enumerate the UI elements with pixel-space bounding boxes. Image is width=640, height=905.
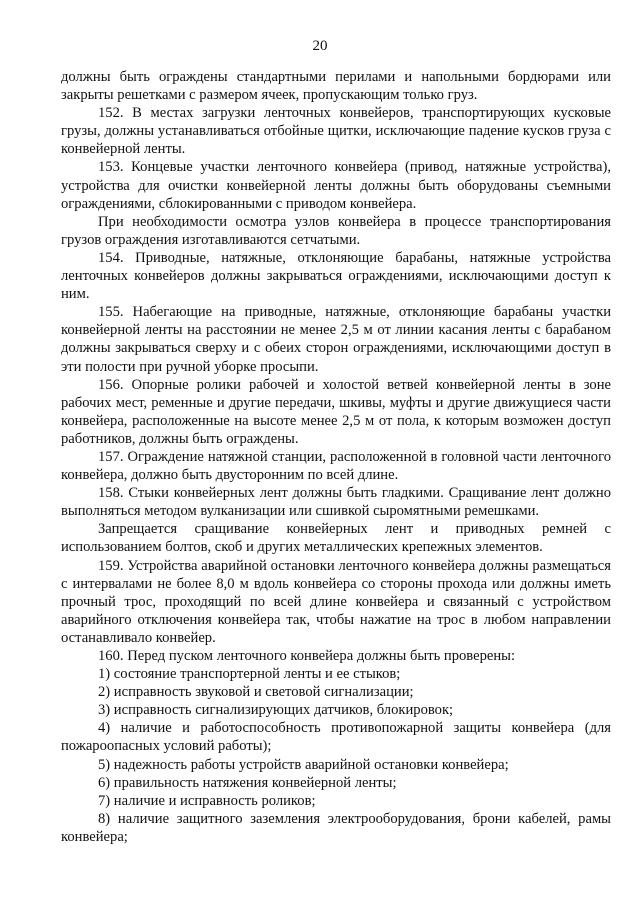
paragraph-continuation: должны быть ограждены стандартными перилами и напольными бордюрами или закрыты решетками с размером ячеек, пропускающим только груз. — [61, 69, 611, 104]
list-item-4: 4) наличие и работоспособность противопожарной защиты конвейера (для пожароопасных условий работы); — [61, 720, 611, 755]
paragraph-160: 160. Перед пуском ленточного конвейера должны быть проверены: — [98, 648, 516, 664]
document-body — [61, 68, 611, 846]
paragraph-158-prohibition: Запрещается сращивание конвейерных лент и приводных ремней с использованием болтов, скоб и других металлических крепежных элементов. — [61, 521, 611, 556]
list-item-5: 5) надежность работы устройств аварийной остановки конвейера; — [98, 756, 509, 773]
paragraph-152: 152. В местах загрузки ленточных конвейеров, транспортирующих кусковые грузы, должны устанавливаться отбойные щитки, исключающие падение кусков груза с конвейерной ленты. — [61, 105, 611, 158]
paragraph-157: 157. Ограждение натяжной станции, расположенной в головной части ленточного конвейера, должно быть двусторонним по всей длине. — [61, 448, 611, 484]
list-item-2: 2) исправность звуковой и световой сигнализации; — [98, 684, 414, 701]
paragraph-156: 156. Опорные ролики рабочей и холостой ветвей конвейерной ленты в зоне рабочих мест, ременные и другие передачи, шкивы, муфты и другие движущиеся части конвейера, расположенные на высоте менее 2,5 м от пола, к которым возможен доступ работников, должны быть ограждены. — [61, 376, 611, 447]
paragraph-155: 155. Набегающие на приводные, натяжные, отклоняющие барабаны участки конвейерной ленты на расстоянии не менее 2,5 м от линии касания ленты с барабаном должны закрываться сверху и с обеих сторон ограждениями, исключающими доступ в эти полости при ручной уборке просыпи. — [61, 304, 611, 375]
list-item-8: 8) наличие защитного заземления электрооборудования, брони кабелей, рамы конвейера; — [61, 810, 611, 845]
paragraph-159: 159. Устройства аварийной остановки ленточного конвейера должны размещаться с интервалами не более 8,0 м вдоль конвейера со стороны прохода или должны иметь прочный трос, проходящий по всей длине конвейера и связанный с устройством аварийного отключения конвейера так, чтобы нажатие на трос в любом направлении останавливало конвейер. — [61, 557, 611, 646]
list-item-1: 1) состояние транспортерной ленты и ее стыков; — [98, 666, 401, 683]
list-item-6: 6) правильность натяжения конвейерной ленты; — [98, 774, 397, 791]
list-item-7: 7) наличие и исправность роликов; — [98, 792, 316, 809]
paragraph-153-note: При необходимости осмотра узлов конвейера в процессе транспортирования грузов ограждения изготавливаются сетчатыми. — [61, 213, 611, 248]
list-item-3: 3) исправность сигнализирующих датчиков, блокировок; — [98, 702, 454, 719]
page-number: 20 — [312, 38, 328, 54]
paragraph-154: 154. Приводные, натяжные, отклоняющие барабаны, натяжные устройства ленточных конвейеров должны закрываться ограждениями, исключающими доступ к ним. — [61, 249, 611, 303]
paragraph-158: 158. Стыки конвейерных лент должны быть гладкими. Сращивание лент должно выполняться методом вулканизации или сшивкой сыромятными ремешками. — [61, 485, 611, 520]
paragraph-153: 153. Концевые участки ленточного конвейера (привод, натяжные устройства), устройства для очистки конвейерной ленты должны быть оборудованы съемными ограждениями, сблокированными с приводом конвейера. — [61, 159, 611, 212]
